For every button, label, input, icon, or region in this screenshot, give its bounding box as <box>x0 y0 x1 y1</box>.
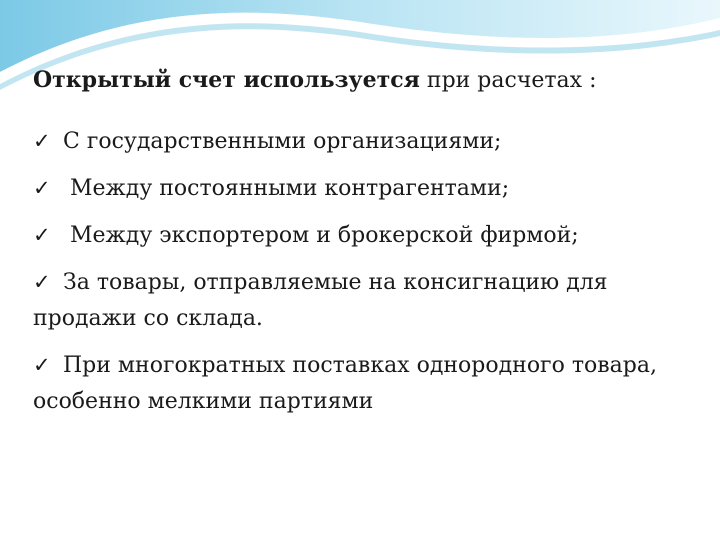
list-item <box>33 123 717 160</box>
list-item-text: За товары, отправляемые на консигнацию для продажи со склада. <box>33 270 608 331</box>
list-item <box>33 347 717 420</box>
slide-content <box>33 62 717 430</box>
list-item-text: При многократных поставках однородного товара, особенно мелкими партиями <box>33 353 657 414</box>
checkmark-icon: ✓ <box>33 223 51 247</box>
checkmark-icon: ✓ <box>33 129 51 153</box>
list-item-text: Между постоянными контрагентами; <box>63 176 510 201</box>
list-item <box>33 264 717 337</box>
checkmark-icon: ✓ <box>33 270 51 294</box>
list-item-text: Между экспортером и брокерской фирмой; <box>63 223 579 248</box>
heading-bold-text: Открытый счет используется <box>33 67 420 93</box>
list-item <box>33 217 717 254</box>
list-item-text: С государственными организациями; <box>63 129 502 154</box>
checkmark-icon: ✓ <box>33 353 51 377</box>
checkmark-icon: ✓ <box>33 176 51 200</box>
bullet-list <box>33 123 717 420</box>
slide-heading <box>33 62 717 99</box>
list-item <box>33 170 717 207</box>
heading-rest-text: при расчетах : <box>419 68 597 93</box>
